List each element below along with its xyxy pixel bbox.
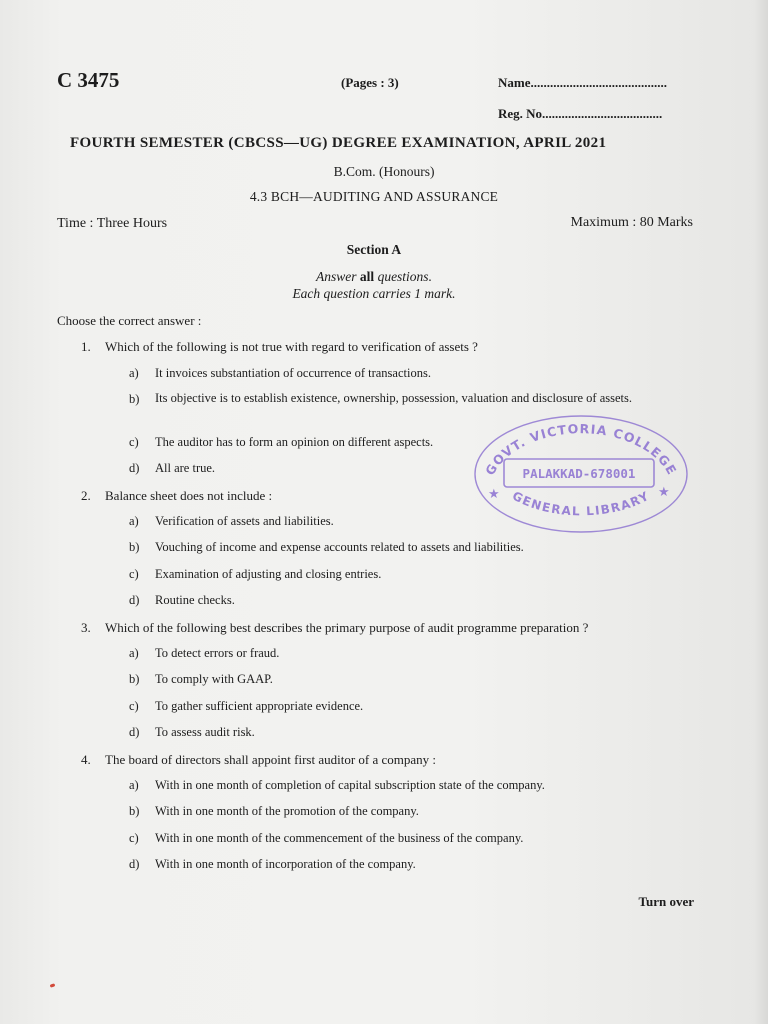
question-3-option-b: To comply with GAAP. [155,672,273,686]
question-1-option-b: Its objective is to establish existence, ownership, possession, valuation and disclosure of assets. [155,391,632,405]
stamp-middle-text: PALAKKAD-678001 [522,466,636,481]
question-3-option-a: To detect errors or fraud. [155,646,280,660]
question-4-option-letter: b) [129,804,140,818]
stamp-star-icon: ★ [658,484,670,499]
question-4-option-c: With in one month of the commencement of the business of the company. [155,831,524,845]
maximum-marks: Maximum : 80 Marks [570,215,693,230]
question-1-option-a: It invoices substantiation of occurrence of transactions. [155,366,431,380]
question-1-option-c: The auditor has to form an opinion on different aspects. [155,435,434,449]
question-3-number: 3. [81,620,91,635]
question-4-option-a: With in one month of completion of capital subscription state of the company. [155,778,545,792]
ink-speck [50,983,56,988]
paper-title: 4.3 BCH—AUDITING AND ASSURANCE [249,189,499,204]
question-3-text: Which of the following best describes the primary purpose of audit programme preparation ? [105,620,589,635]
question-1-option-letter: d) [129,461,140,475]
question-1-text: Which of the following is not true with regard to verification of assets ? [105,339,478,354]
question-1-option-letter: a) [129,366,139,380]
question-4-option-letter: d) [129,857,140,871]
question-4-text: The board of directors shall appoint first auditor of a company : [105,752,437,767]
turn-over-note: Turn over [638,894,694,909]
question-3-option-letter: a) [129,646,139,660]
course-name: B.Com. (Honours) [333,164,435,179]
question-4-option-b: With in one month of the promotion of the company. [155,804,419,818]
instruction-emphasis: all [359,269,375,284]
reg-no-field-label: Reg. No..................................... [498,106,663,121]
question-2-option-d: Routine checks. [155,593,235,607]
question-3-option-c: To gather sufficient appropriate evidence. [155,699,364,713]
question-2-option-letter: c) [129,567,139,581]
question-4-number: 4. [81,752,91,767]
question-3-option-letter: b) [129,672,140,686]
question-2-option-c: Examination of adjusting and closing entries. [155,567,382,581]
question-4-option-d: With in one month of incorporation of the company. [155,857,416,871]
stamp-bottom-text: GENERAL LIBRARY [509,488,653,519]
question-2-number: 2. [81,488,91,503]
instruction-pre: Answer [316,269,360,284]
question-1-option-d: All are true. [155,461,216,475]
stamp-star-icon: ★ [488,486,500,501]
instruction-post: questions. [374,269,432,284]
question-2-option-letter: d) [129,593,140,607]
question-1-option-letter: c) [129,435,139,449]
section-instruction [0,269,748,285]
stamp-top-text: GOVT. VICTORIA COLLEGE [482,421,680,478]
question-3-option-letter: c) [129,699,139,713]
question-2-option-b: Vouching of income and expense accounts related to assets and liabilities. [155,540,524,554]
question-2-option-letter: a) [129,514,139,528]
question-3-option-letter: d) [129,725,140,739]
marks-instruction: Each question carries 1 mark. [292,286,456,301]
section-title: Section A [346,242,402,257]
question-1-number: 1. [81,339,91,354]
name-field-label: Name.......................................... [498,75,667,90]
question-2-text: Balance sheet does not include : [105,488,273,503]
question-2-option-a: Verification of assets and liabilities. [155,514,334,528]
page-count: (Pages : 3) [341,75,399,90]
library-stamp [470,408,692,536]
question-4-option-letter: a) [129,778,139,792]
question-3-option-d: To assess audit risk. [155,725,255,739]
question-4-option-letter: c) [129,831,139,845]
page-edge-shadow [754,0,768,1024]
choose-instruction: Choose the correct answer : [57,313,202,328]
question-1-option-letter: b) [129,392,140,406]
exam-title: FOURTH SEMESTER (CBCSS—UG) DEGREE EXAMINATION, APRIL 2021 [70,135,607,151]
exam-duration: Time : Three Hours [57,216,168,231]
question-2-option-letter: b) [129,540,140,554]
paper-code: C 3475 [57,68,120,92]
